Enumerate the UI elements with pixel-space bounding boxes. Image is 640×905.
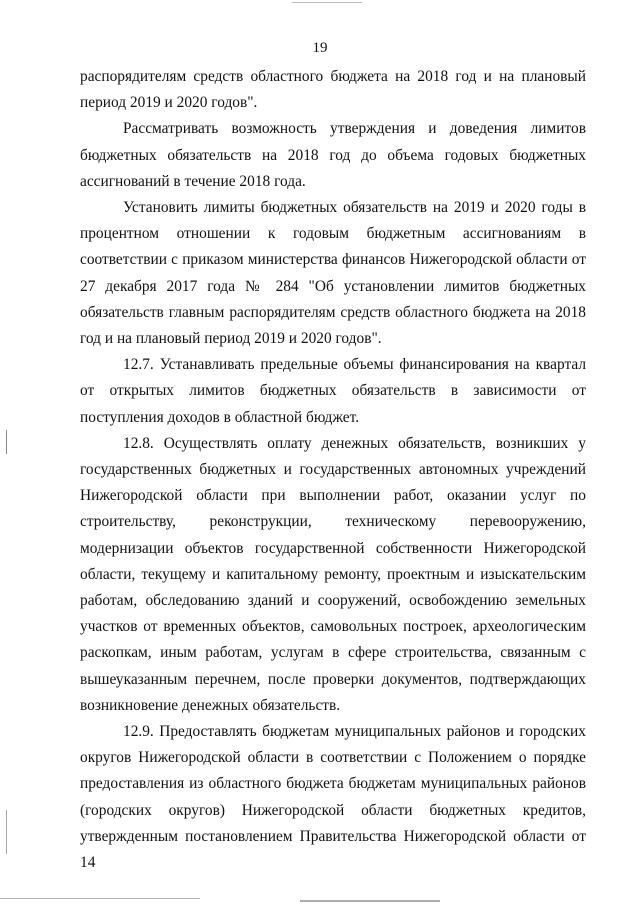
paragraph-12-9: 12.9. Предоставлять бюджетам муниципальных районов и городских округов Нижегородской области в соответствии с Положением о порядке предоставления из областного бюджета бюджетам муниципальных районов (городских округов) Нижегородской области бюджетных кредитов, утвержденным постановлением Правительства Нижегородской области от 14	[80, 723, 586, 872]
scan-artifact-left-mark	[6, 430, 7, 454]
scan-artifact-bottom-line-left	[0, 898, 200, 899]
paragraph-limits-review: Рассматривать возможность утверждения и доведения лимитов бюджетных обязательств на 2018 год до объема годовых бюджетных ассигнований в течение 2018 года.	[80, 120, 586, 190]
scan-artifact-bottom-line-right	[300, 900, 440, 902]
scan-artifact-left-mark-lower	[6, 810, 7, 854]
scan-artifact-top-line	[292, 2, 362, 3]
paragraph-limits-2019-2020: Установить лимиты бюджетных обязательств на 2019 и 2020 годы в процентном отношении к годовым бюджетным ассигнованиям в соответствии с приказом министерства финансов Нижегородской области от 27 декабря 2017 года № 284 "Об установлении лимитов бюджетных обязательств главным распорядителям средств областного бюджета на 2018 год и на плановый период 2019 и 2020 годов".	[80, 199, 586, 348]
document-body	[80, 64, 586, 876]
page-number: 19	[312, 40, 328, 56]
paragraph-continuation: распорядителям средств областного бюджета на 2018 год и на плановый период 2019 и 2020 годов".	[80, 68, 586, 112]
paragraph-12-7: 12.7. Устанавливать предельные объемы финансирования на квартал от открытых лимитов бюджетных обязательств в зависимости от поступления доходов в областной бюджет.	[80, 356, 586, 426]
paragraph-12-8: 12.8. Осуществлять оплату денежных обязательств, возникших у государственных бюджетных и государственных автономных учреждений Нижегородской области при выполнении работ, оказании услуг по строительству, реконструкции, техническому перевооружению, модернизации объектов государственной собственности Нижегородской области, текущему и капитальному ремонту, проектным и изыскательским работам, обследованию зданий и сооружений, освобождению земельных участков от временных объектов, самовольных построек, археологическим раскопкам, иным работам, услугам в сфере строительства, связанным с вышеуказанным перечнем, после проверки документов, подтверждающих возникновение денежных обязательств.	[80, 434, 586, 714]
